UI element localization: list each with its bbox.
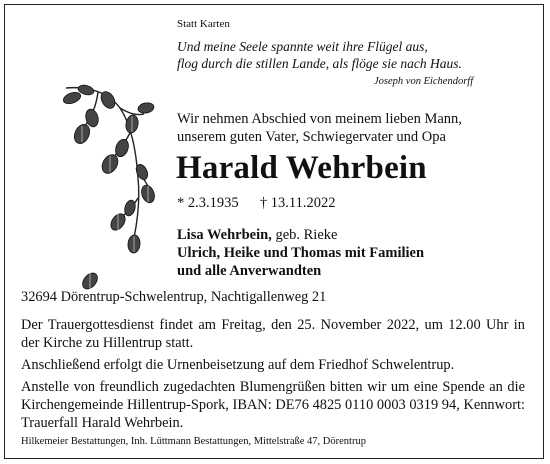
- mourner-line-3: und alle Anverwandten: [177, 263, 322, 279]
- poem-line-1: Und meine Seele spannte weit ihre Flügel aus,: [177, 39, 428, 54]
- mourner-spouse-maiden: geb. Rieke: [271, 227, 338, 243]
- birch-branch-illustration: [58, 78, 156, 296]
- mourner-line-2: Ulrich, Heike und Thomas mit Familien: [177, 245, 425, 261]
- statt-karten: Statt Karten: [177, 18, 230, 30]
- address: 32694 Dörentrup-Schwelentrup, Nachtigallenweg 21: [21, 289, 327, 305]
- death-date: 13.11.2022: [270, 195, 336, 211]
- funeral-home-footer: Hilkemeier Bestattungen, Inh. Lüttmann Bestattungen, Mittelstraße 47, Dörentrup: [21, 436, 366, 447]
- intro-line-2: unserem guten Vater, Schwiegervater und Opa: [177, 129, 446, 145]
- deceased-name: Harald Wehrbein: [176, 150, 427, 186]
- birth-date: * 2.3.1935: [177, 195, 239, 211]
- poem-author: Joseph von Eichendorff: [374, 76, 474, 87]
- mourner-spouse: Lisa Wehrbein,: [177, 227, 272, 243]
- death-cross-icon: †: [259, 195, 268, 211]
- burial-paragraph: Anschließend erfolgt die Urnenbeisetzung auf dem Friedhof Schwelentrup.: [21, 357, 455, 373]
- poem-line-2: flog durch die stillen Lande, als flöge sie nach Haus.: [177, 56, 462, 71]
- mourner-line-1: [177, 226, 337, 245]
- intro-line-1: Wir nehmen Abschied von meinem lieben Mann,: [177, 111, 462, 127]
- donation-paragraph: Anstelle von freundlich zugedachten Blumengrüßen bitten wir um eine Spende an die Kirchengemeinde Hillentrup-Spork, IBAN: DE76 4825 0110 0003 0319 94, Kennwort: Trauerfall Harald Wehrbein.: [21, 379, 525, 431]
- life-dates: [177, 195, 335, 212]
- service-paragraph: Der Trauergottesdienst findet am Freitag, den 25. November 2022, um 12.00 Uhr in der Kirche zu Hillentrup statt.: [21, 317, 525, 351]
